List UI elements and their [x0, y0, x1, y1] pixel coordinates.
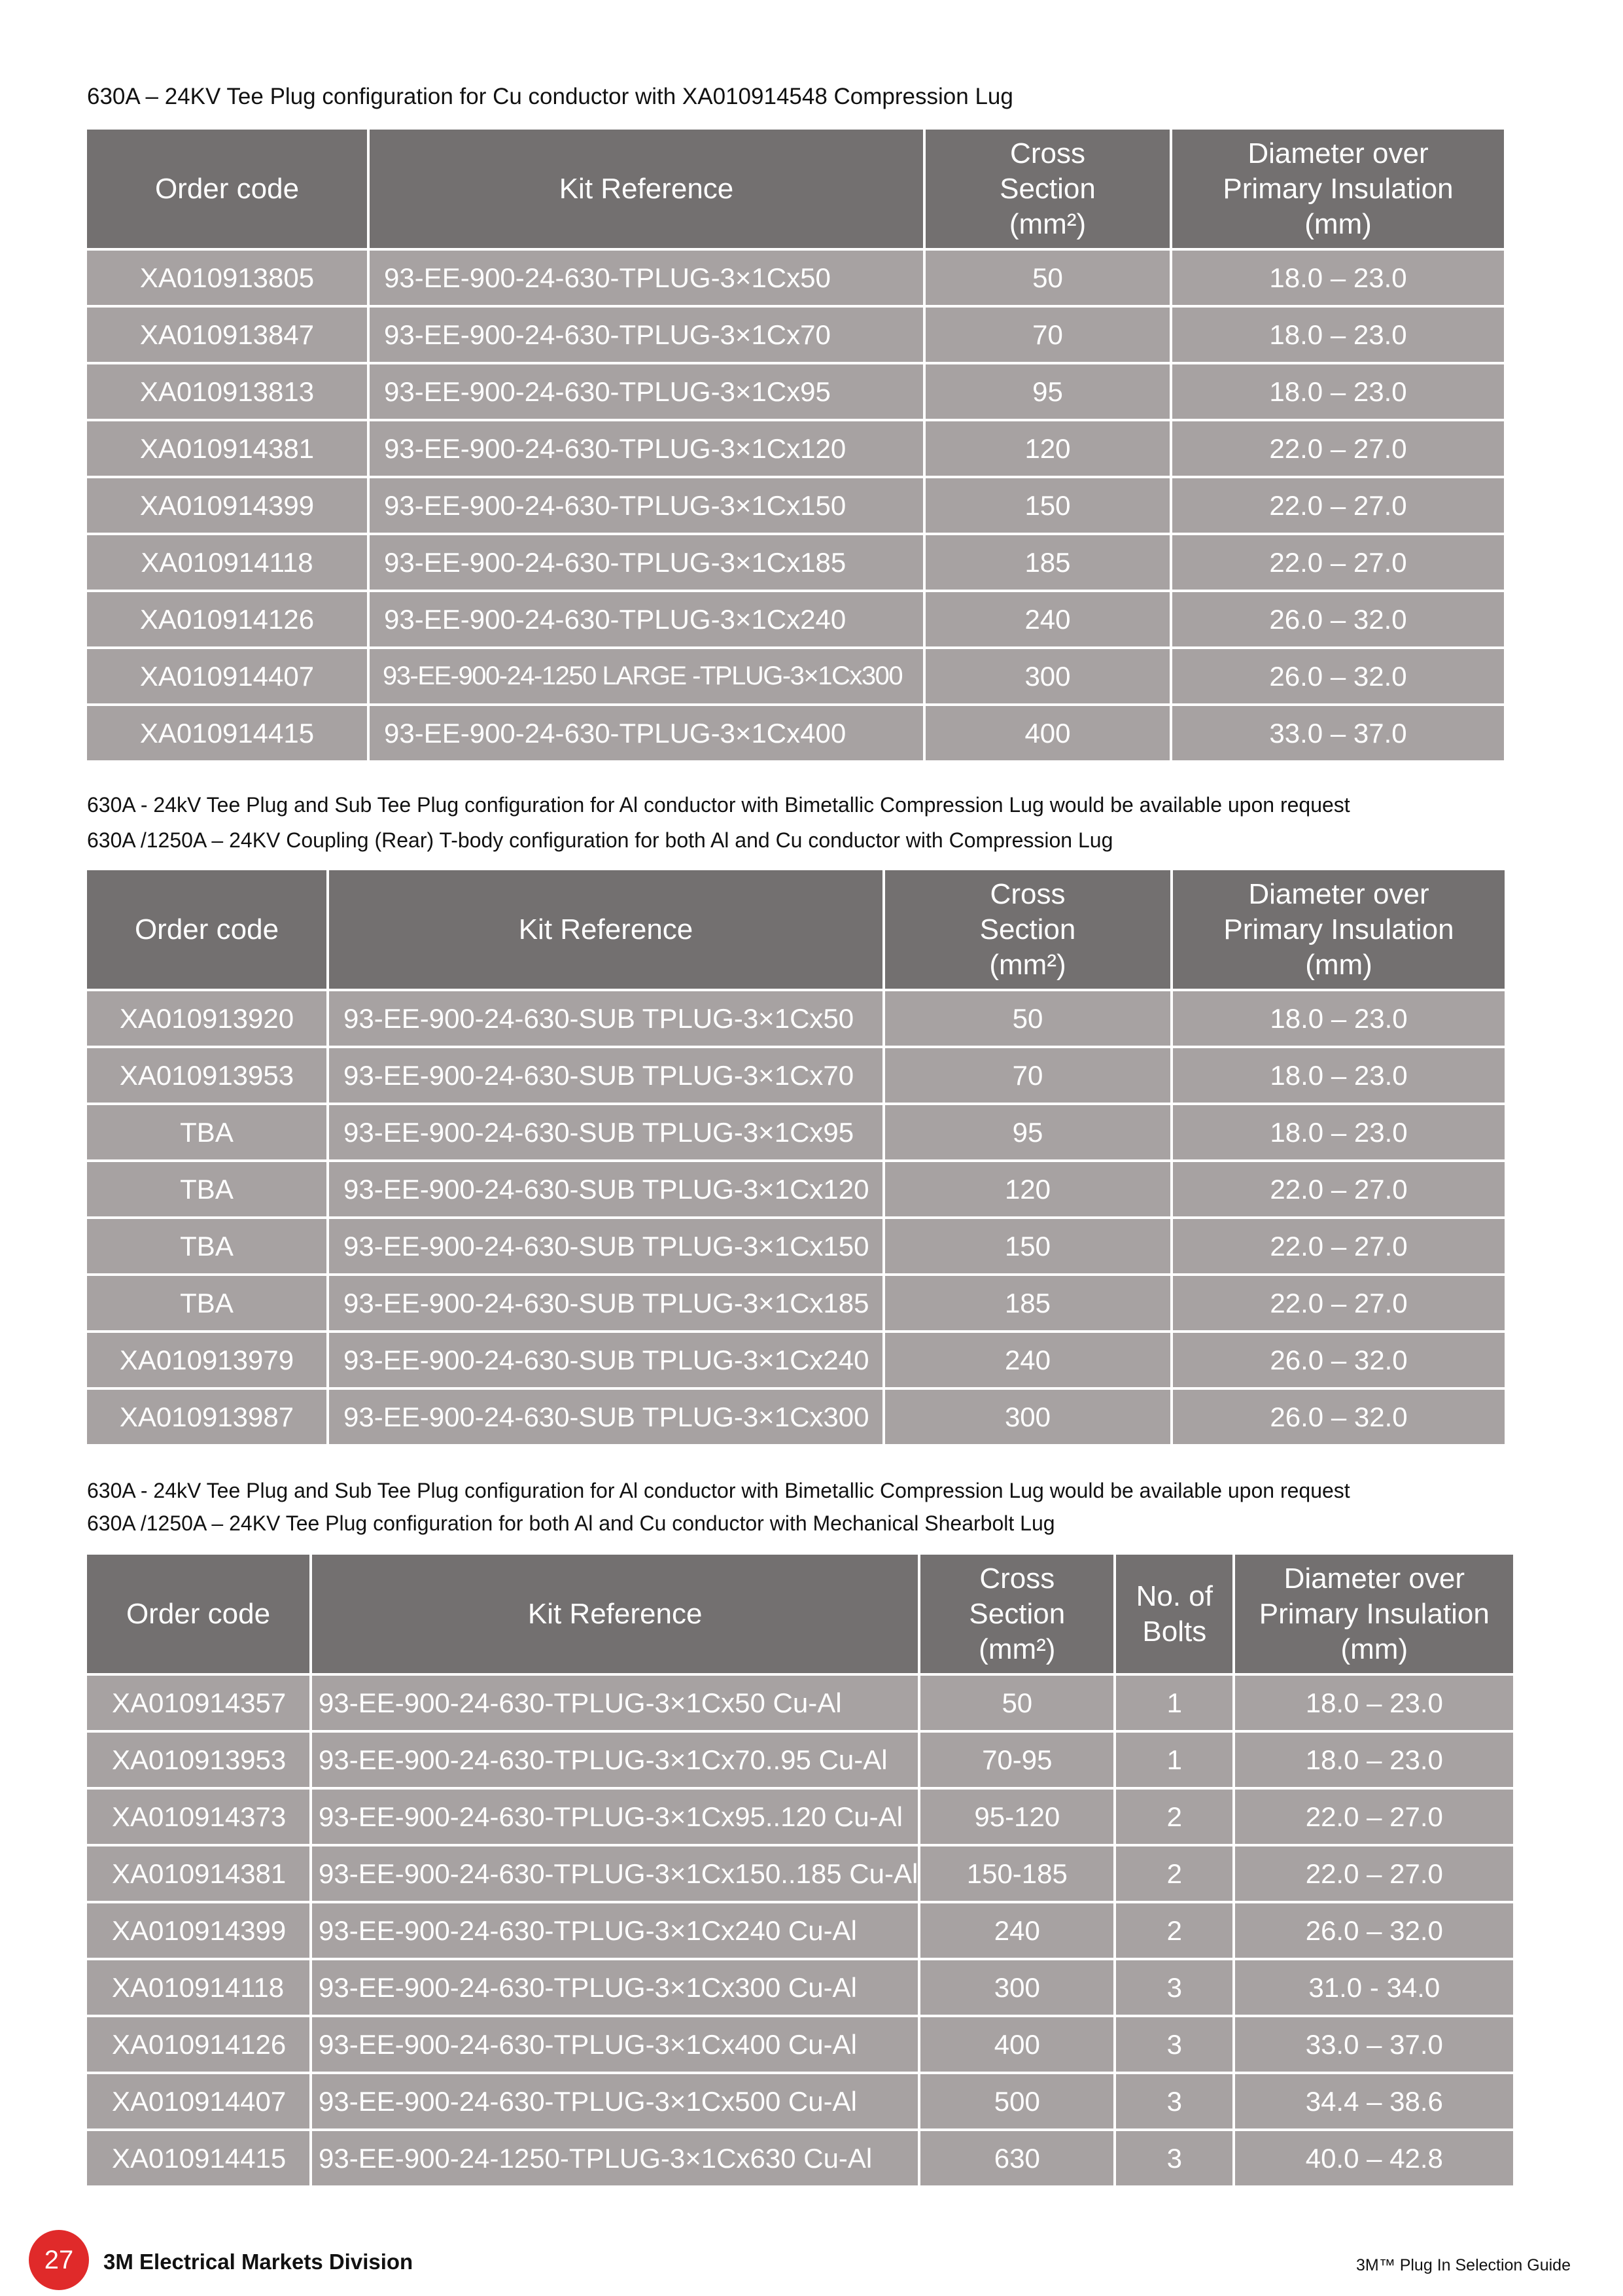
table-row [87, 1048, 1505, 1103]
order-code-cell: XA010914407 [87, 649, 367, 703]
cross-section-cell: 95-120 [920, 1790, 1113, 1844]
table-row [87, 1276, 1505, 1330]
cross-section-cell: 150 [926, 478, 1170, 533]
diameter-cell: 22.0 – 27.0 [1235, 1846, 1513, 1901]
table-row [87, 1846, 1513, 1901]
cross-section-cell: 240 [920, 1903, 1113, 1958]
cross-section-cell: 300 [920, 1960, 1113, 2015]
kit-reference-cell: 93-EE-900-24-630-TPLUG-3×1Cx150 [370, 478, 923, 533]
cross-section-cell: 500 [920, 2074, 1113, 2128]
order-code-cell: XA010913979 [87, 1333, 326, 1387]
bolts-cell: 3 [1116, 2131, 1232, 2185]
order-code-cell: XA010914407 [87, 2074, 309, 2128]
order-code-cell: XA010914415 [87, 2131, 309, 2185]
cross-section-cell: 240 [885, 1333, 1170, 1387]
cross-section-cell: 70-95 [920, 1733, 1113, 1787]
diameter-cell: 33.0 – 37.0 [1172, 706, 1504, 760]
table-row [87, 421, 1504, 476]
header-kit-reference: Kit Reference [329, 870, 882, 989]
cross-section-cell: 150-185 [920, 1846, 1113, 1901]
table-row [87, 1333, 1505, 1387]
bolts-cell: 3 [1116, 1960, 1232, 2015]
diameter-cell: 26.0 – 32.0 [1235, 1903, 1513, 1958]
cross-section-cell: 95 [885, 1105, 1170, 1159]
table-row [87, 1219, 1505, 1273]
order-code-cell: XA010914399 [87, 478, 367, 533]
diameter-cell: 34.4 – 38.6 [1235, 2074, 1513, 2128]
header-diameter: Diameter over Primary Insulation (mm) [1235, 1555, 1513, 1673]
header-order-code: Order code [87, 130, 367, 248]
table-row [87, 991, 1505, 1046]
kit-reference-cell: 93-EE-900-24-630-TPLUG-3×1Cx150..185 Cu-Al [312, 1846, 918, 1901]
header-diameter: Diameter over Primary Insulation (mm) [1172, 130, 1504, 248]
table-row [87, 1390, 1505, 1444]
cross-section-cell: 70 [926, 308, 1170, 362]
note-1: 630A - 24kV Tee Plug and Sub Tee Plug configuration for Al conductor with Bimetallic Compression Lug would be available upon request [87, 793, 1350, 817]
table-row [87, 1676, 1513, 1730]
order-code-cell: XA010914381 [87, 1846, 309, 1901]
kit-reference-cell: 93-EE-900-24-630-TPLUG-3×1Cx300 Cu-Al [312, 1960, 918, 2015]
table-row [87, 2131, 1513, 2185]
diameter-cell: 26.0 – 32.0 [1172, 649, 1504, 703]
kit-reference-cell: 93-EE-900-24-630-TPLUG-3×1Cx50 Cu-Al [312, 1676, 918, 1730]
diameter-cell: 18.0 – 23.0 [1173, 1048, 1505, 1103]
kit-reference-cell: 93-EE-900-24-630-TPLUG-3×1Cx95..120 Cu-Al [312, 1790, 918, 1844]
table-row [87, 706, 1504, 760]
table-row [87, 2074, 1513, 2128]
order-code-cell: XA010913920 [87, 991, 326, 1046]
diameter-cell: 22.0 – 27.0 [1172, 478, 1504, 533]
kit-reference-cell: 93-EE-900-24-630-TPLUG-3×1Cx400 [370, 706, 923, 760]
cross-section-cell: 50 [920, 1676, 1113, 1730]
order-code-cell: XA010914118 [87, 1960, 309, 2015]
diameter-cell: 18.0 – 23.0 [1172, 251, 1504, 305]
cross-section-cell: 50 [926, 251, 1170, 305]
diameter-cell: 22.0 – 27.0 [1173, 1276, 1505, 1330]
diameter-cell: 26.0 – 32.0 [1172, 592, 1504, 646]
diameter-cell: 18.0 – 23.0 [1173, 991, 1505, 1046]
kit-reference-cell: 93-EE-900-24-1250-TPLUG-3×1Cx630 Cu-Al [312, 2131, 918, 2185]
header-cross-section: Cross Section (mm²) [920, 1555, 1113, 1673]
order-code-cell: XA010914357 [87, 1676, 309, 1730]
order-code-cell: XA010913953 [87, 1048, 326, 1103]
bolts-cell: 3 [1116, 2074, 1232, 2128]
diameter-cell: 18.0 – 23.0 [1235, 1676, 1513, 1730]
header-diameter: Diameter over Primary Insulation (mm) [1173, 870, 1505, 989]
footer-guide-title: 3M™ Plug In Selection Guide [1356, 2256, 1571, 2274]
order-code-cell: TBA [87, 1219, 326, 1273]
kit-reference-cell: 93-EE-900-24-630-SUB TPLUG-3×1Cx70 [329, 1048, 882, 1103]
kit-reference-cell: 93-EE-900-24-630-TPLUG-3×1Cx185 [370, 535, 923, 590]
cross-section-cell: 185 [885, 1276, 1170, 1330]
bolts-cell: 1 [1116, 1676, 1232, 1730]
order-code-cell: XA010913987 [87, 1390, 326, 1444]
kit-reference-cell: 93-EE-900-24-630-TPLUG-3×1Cx400 Cu-Al [312, 2017, 918, 2072]
footer-division: 3M Electrical Markets Division [103, 2250, 413, 2274]
kit-reference-cell: 93-EE-900-24-630-SUB TPLUG-3×1Cx95 [329, 1105, 882, 1159]
order-code-cell: TBA [87, 1276, 326, 1330]
diameter-cell: 26.0 – 32.0 [1173, 1333, 1505, 1387]
kit-reference-cell: 93-EE-900-24-630-SUB TPLUG-3×1Cx50 [329, 991, 882, 1046]
table-row [87, 308, 1504, 362]
cross-section-cell: 185 [926, 535, 1170, 590]
diameter-cell: 22.0 – 27.0 [1173, 1219, 1505, 1273]
shearbolt-lug-table [84, 1552, 1516, 2188]
cross-section-cell: 240 [926, 592, 1170, 646]
header-cross-section: Cross Section (mm²) [885, 870, 1170, 989]
kit-reference-cell: 93-EE-900-24-630-TPLUG-3×1Cx70 [370, 308, 923, 362]
cross-section-cell: 120 [926, 421, 1170, 476]
diameter-cell: 18.0 – 23.0 [1172, 308, 1504, 362]
diameter-cell: 22.0 – 27.0 [1173, 1162, 1505, 1216]
table-row [87, 251, 1504, 305]
order-code-cell: XA010914126 [87, 2017, 309, 2072]
order-code-cell: XA010913953 [87, 1733, 309, 1787]
table-row [87, 1733, 1513, 1787]
cross-section-cell: 120 [885, 1162, 1170, 1216]
diameter-cell: 22.0 – 27.0 [1235, 1790, 1513, 1844]
header-kit-reference: Kit Reference [312, 1555, 918, 1673]
order-code-cell: XA010914373 [87, 1790, 309, 1844]
cross-section-cell: 95 [926, 364, 1170, 419]
bolts-cell: 1 [1116, 1733, 1232, 1787]
kit-reference-cell: 93-EE-900-24-630-SUB TPLUG-3×1Cx185 [329, 1276, 882, 1330]
diameter-cell: 33.0 – 37.0 [1235, 2017, 1513, 2072]
diameter-cell: 18.0 – 23.0 [1235, 1733, 1513, 1787]
header-kit-reference: Kit Reference [370, 130, 923, 248]
coupling-t-body-table [84, 868, 1507, 1447]
kit-reference-cell: 93-EE-900-24-630-TPLUG-3×1Cx95 [370, 364, 923, 419]
header-order-code: Order code [87, 1555, 309, 1673]
diameter-cell: 18.0 – 23.0 [1173, 1105, 1505, 1159]
order-code-cell: XA010914126 [87, 592, 367, 646]
order-code-cell: XA010914415 [87, 706, 367, 760]
order-code-cell: TBA [87, 1162, 326, 1216]
order-code-cell: XA010914399 [87, 1903, 309, 1958]
diameter-cell: 18.0 – 23.0 [1172, 364, 1504, 419]
order-code-cell: XA010914381 [87, 421, 367, 476]
table2-caption: 630A /1250A – 24KV Coupling (Rear) T-body configuration for both Al and Cu conductor with Compression Lug [87, 828, 1113, 852]
diameter-cell: 31.0 - 34.0 [1235, 1960, 1513, 2015]
tee-plug-cu-table [84, 127, 1507, 763]
kit-reference-cell: 93-EE-900-24-630-TPLUG-3×1Cx50 [370, 251, 923, 305]
table-row [87, 535, 1504, 590]
header-cross-section: Cross Section (mm²) [926, 130, 1170, 248]
diameter-cell: 40.0 – 42.8 [1235, 2131, 1513, 2185]
cross-section-cell: 300 [885, 1390, 1170, 1444]
kit-reference-cell: 93-EE-900-24-630-TPLUG-3×1Cx240 Cu-Al [312, 1903, 918, 1958]
diameter-cell: 22.0 – 27.0 [1172, 421, 1504, 476]
table-row [87, 1105, 1505, 1159]
table-row [87, 592, 1504, 646]
table-row [87, 1903, 1513, 1958]
kit-reference-cell: 93-EE-900-24-630-SUB TPLUG-3×1Cx120 [329, 1162, 882, 1216]
table-row [87, 2017, 1513, 2072]
table1-caption: 630A – 24KV Tee Plug configuration for Cu conductor with XA010914548 Compression Lug [87, 84, 1013, 109]
diameter-cell: 26.0 – 32.0 [1173, 1390, 1505, 1444]
table-row [87, 1790, 1513, 1844]
kit-reference-cell: 93-EE-900-24-1250 LARGE -TPLUG-3×1Cx300 [370, 649, 923, 703]
kit-reference-cell: 93-EE-900-24-630-SUB TPLUG-3×1Cx240 [329, 1333, 882, 1387]
table-row [87, 478, 1504, 533]
cross-section-cell: 400 [926, 706, 1170, 760]
order-code-cell: XA010913847 [87, 308, 367, 362]
order-code-cell: XA010914118 [87, 535, 367, 590]
table3-caption: 630A /1250A – 24KV Tee Plug configuration for both Al and Cu conductor with Mechanical Shearbolt Lug [87, 1511, 1055, 1535]
kit-reference-cell: 93-EE-900-24-630-SUB TPLUG-3×1Cx300 [329, 1390, 882, 1444]
table-row [87, 649, 1504, 703]
kit-reference-cell: 93-EE-900-24-630-SUB TPLUG-3×1Cx150 [329, 1219, 882, 1273]
bolts-cell: 2 [1116, 1790, 1232, 1844]
note-2: 630A - 24kV Tee Plug and Sub Tee Plug configuration for Al conductor with Bimetallic Compression Lug would be available upon request [87, 1479, 1350, 1502]
cross-section-cell: 50 [885, 991, 1170, 1046]
kit-reference-cell: 93-EE-900-24-630-TPLUG-3×1Cx240 [370, 592, 923, 646]
order-code-cell: XA010913813 [87, 364, 367, 419]
page-number-badge: 27 [29, 2230, 89, 2290]
bolts-cell: 2 [1116, 1903, 1232, 1958]
cross-section-cell: 300 [926, 649, 1170, 703]
table-row [87, 364, 1504, 419]
diameter-cell: 22.0 – 27.0 [1172, 535, 1504, 590]
cross-section-cell: 150 [885, 1219, 1170, 1273]
cross-section-cell: 70 [885, 1048, 1170, 1103]
cross-section-cell: 400 [920, 2017, 1113, 2072]
table-row [87, 1162, 1505, 1216]
order-code-cell: XA010913805 [87, 251, 367, 305]
cross-section-cell: 630 [920, 2131, 1113, 2185]
kit-reference-cell: 93-EE-900-24-630-TPLUG-3×1Cx120 [370, 421, 923, 476]
bolts-cell: 3 [1116, 2017, 1232, 2072]
kit-reference-cell: 93-EE-900-24-630-TPLUG-3×1Cx70..95 Cu-Al [312, 1733, 918, 1787]
kit-reference-cell: 93-EE-900-24-630-TPLUG-3×1Cx500 Cu-Al [312, 2074, 918, 2128]
order-code-cell: TBA [87, 1105, 326, 1159]
header-order-code: Order code [87, 870, 326, 989]
bolts-cell: 2 [1116, 1846, 1232, 1901]
table-row [87, 1960, 1513, 2015]
header-no-of-bolts: No. of Bolts [1116, 1555, 1232, 1673]
